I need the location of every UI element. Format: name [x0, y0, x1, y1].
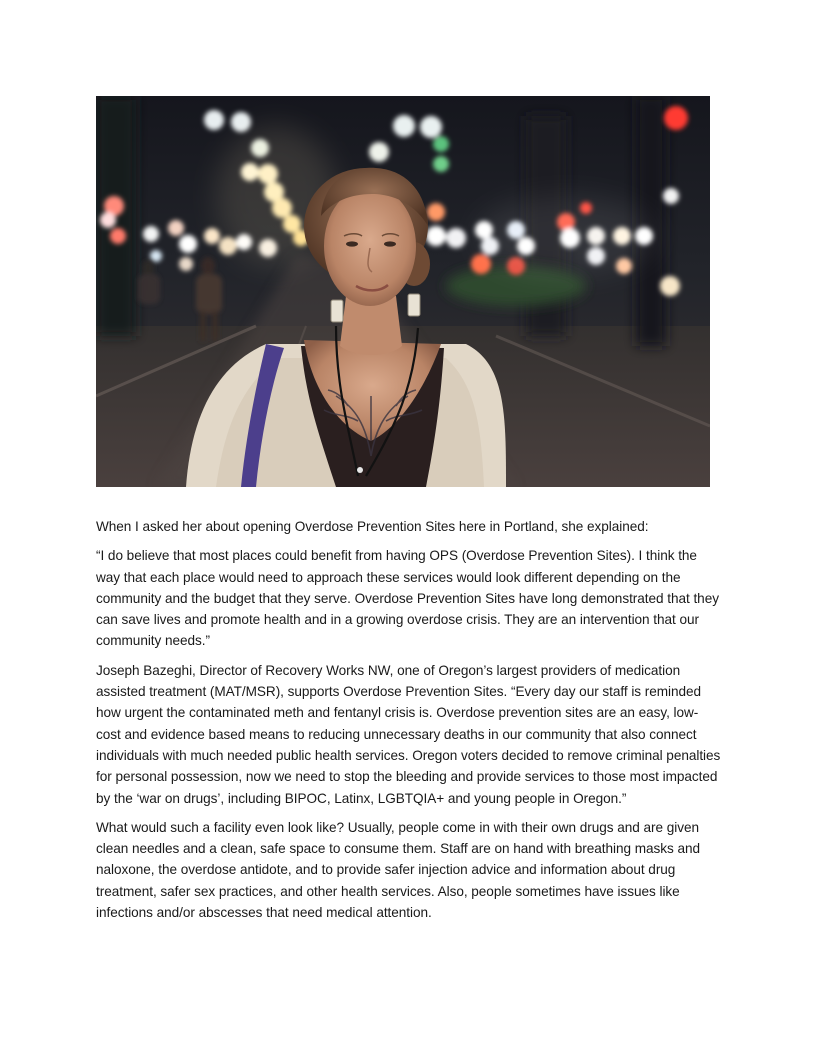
paragraph-facility-description: What would such a facility even look like? Usually, people come in with their own drugs and are given clean needles and a clean, safe space to consume them. Staff are on hand with breathing masks and naloxone, the overdose antidote, and to provide safer injection advice and information about drug treatment, safer sex practices, and other health services. Also, people sometimes have issues like infections and/or abscesses that need medical attention. — [96, 819, 700, 921]
article-body — [96, 516, 722, 931]
paragraph-intro: When I asked her about opening Overdose Prevention Sites here in Portland, she explained: — [96, 519, 649, 534]
paragraph-bazeghi-quote: Joseph Bazeghi, Director of Recovery Works NW, one of Oregon’s largest providers of medication assisted treatment (MAT/MSR), supports Overdose Prevention Sites. “Every day our staff is reminded how urgent the contaminated meth and fentanyl crisis is. Overdose prevention sites are an easy, low-cost and evidence based means to reducing unnecessary deaths in our community that also connect individuals with much needed public health services. Oregon voters decided to remove criminal penalties for personal possession, now we need to stop the bleeding and provide services to those most impacted by the ‘war on drugs’, including BIPOC, Latinx, LGBTQIA+ and young people in Oregon.” — [96, 662, 721, 806]
portrait-photo — [96, 96, 710, 487]
paragraph-quote-ops: “I do believe that most places could benefit from having OPS (Overdose Prevention Sites). I think the way that each place would need to approach these services would look different depending on the community and the budget that they serve. Overdose Prevention Sites have long demonstrated that they can save lives and promote health and in a growing overdose crisis. They are an intervention that our community needs.” — [96, 548, 719, 649]
